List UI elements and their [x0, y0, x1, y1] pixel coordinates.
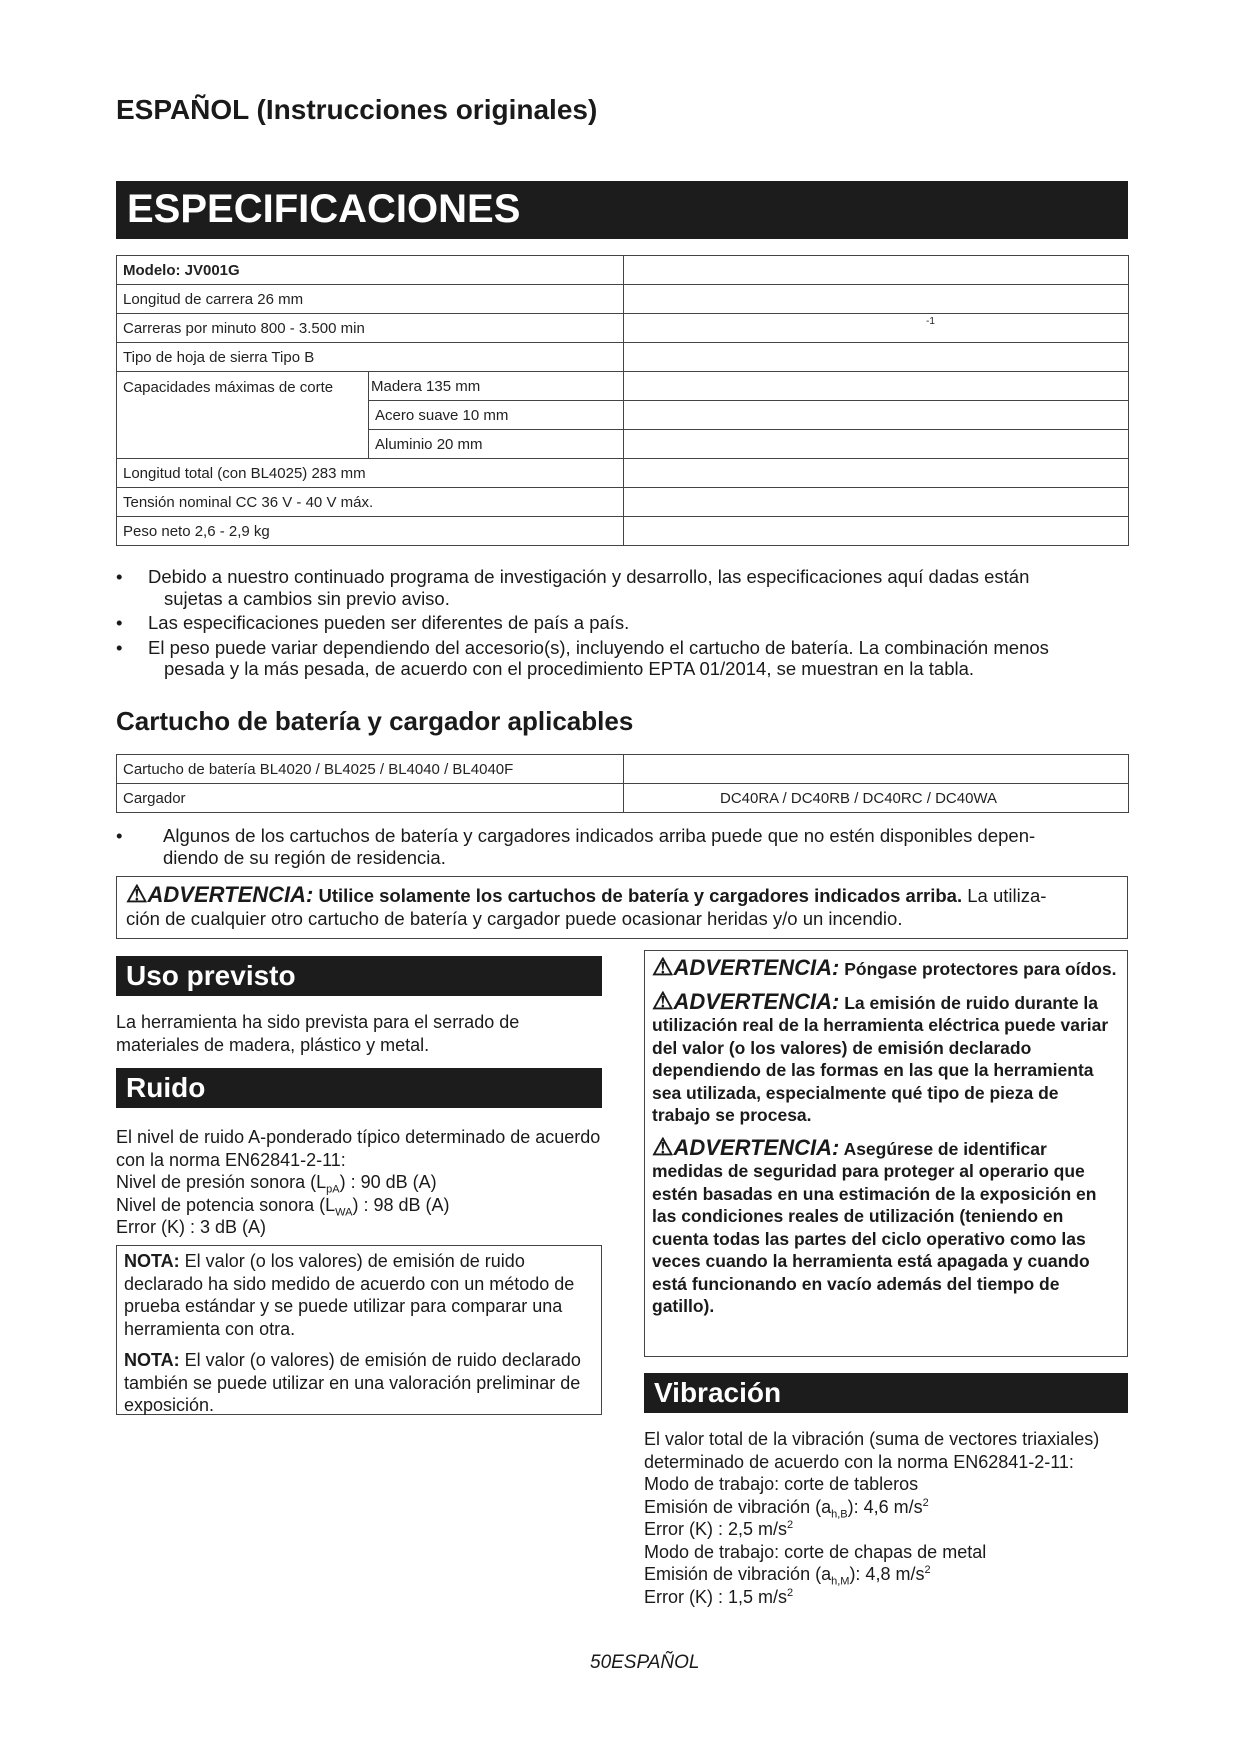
vibracion-error-2: Error (K) : 1,5 $m/s^2$ — [644, 1586, 794, 1607]
table-row — [117, 784, 1129, 813]
ruido-notes-box — [116, 1245, 602, 1415]
vibracion-emission-2: Emisión de vibración $(a_{h,M})$: 4,8 $m/s^2$ — [644, 1564, 931, 1588]
spec-strokes-unit: -1 — [926, 316, 935, 327]
ruido-power: Nivel de potencia sonora $(L_{WA})$ : 98 dB (A) — [116, 1194, 450, 1219]
vibracion-text — [644, 1428, 1128, 1608]
warning-icon: ⚠ — [652, 1133, 674, 1161]
spec-cap-wood: Madera 135 mm — [369, 372, 624, 401]
spec-cap-steel: Acero suave 10 mm — [369, 401, 624, 430]
table-row — [117, 517, 1129, 546]
ruido-error: Error (K) : 3 dB (A) — [116, 1217, 267, 1237]
ruido-text — [116, 1126, 606, 1239]
list-item: • Debido a nuestro continuado programa de investigación y desarrollo, las especificaciones aquí dadas están sujetas a cambios sin previo aviso. — [116, 566, 1128, 609]
vibracion-banner: Vibración — [644, 1373, 1128, 1413]
nota-2: NOTA: El valor (o valores) de emisión de ruido declarado también se puede utilizar en una valoración preliminar de exposición. — [124, 1350, 581, 1415]
list-item: • Algunos de los cartuchos de batería y cargadores indicados arriba puede que no estén disponibles depen- diendo de su región de residencia. — [116, 825, 1128, 868]
warning-label: ADVERTENCIA: — [147, 882, 314, 907]
warning-bold-text: Utilice solamente los cartuchos de batería y cargadores indicados arriba. — [318, 885, 963, 906]
spec-strokes-per-min: Carreras por minuto 800 - 3.500 min — [117, 314, 624, 343]
battery-section-title: Cartucho de batería y cargador aplicables — [116, 706, 634, 736]
language-header: ESPAÑOL (Instrucciones originales) — [116, 94, 598, 125]
warning-icon: ⚠ — [652, 987, 674, 1015]
warning-2: ⚠ADVERTENCIA: La emisión de ruido durante la utilización real de la herramienta eléctrica puede variar del valor (o los valores) de emisión declarado dependiendo de las formas en las que la herramienta sea utilizada, especialmente qué tipo de pieza de trabajo se procesa. — [652, 987, 1109, 1125]
ruido-intro: El nivel de ruido A-ponderado típico determinado de acuerdo con la norma EN62841-2-11: — [116, 1127, 601, 1170]
table-row — [117, 343, 1129, 372]
spec-blade-type: Tipo de hoja de sierra Tipo B — [117, 343, 624, 372]
warning-icon: ⚠ — [126, 881, 148, 908]
spec-banner: ESPECIFICACIONES — [116, 181, 1128, 239]
spec-capacities-label: Capacidades máximas de corte — [117, 372, 369, 459]
list-item: • El peso puede variar dependiendo del accesorio(s), incluyendo el cartucho de batería. La combinación menos pesada y la más pesada, de acuerdo con el procedimiento EPTA 01/2014, se muestran en la tabla. — [116, 637, 1128, 680]
warning-icon: ⚠ — [652, 954, 674, 981]
battery-warning-box — [116, 876, 1128, 939]
spec-table — [116, 255, 1129, 546]
spec-total-length: Longitud total (con BL4025) 283 mm — [117, 459, 624, 488]
table-row — [117, 256, 1129, 285]
list-item: • Las especificaciones pueden ser diferentes de país a país. — [116, 612, 1128, 634]
vibracion-intro: El valor total de la vibración (suma de vectores triaxiales) determinado de acuerdo con la norma EN62841-2-11: — [644, 1429, 1100, 1472]
table-row — [117, 285, 1129, 314]
table-row — [117, 372, 1129, 401]
battery-note — [116, 825, 1128, 871]
table-row — [117, 459, 1129, 488]
spec-notes — [116, 566, 1128, 683]
table-row — [117, 755, 1129, 784]
spec-cap-aluminum: Aluminio 20 mm — [369, 430, 624, 459]
noise-warnings-box — [644, 950, 1128, 1357]
vibracion-mode-1: Modo de trabajo: corte de tableros — [644, 1474, 919, 1494]
uso-text: La herramienta ha sido prevista para el serrado de materiales de madera, plástico y metal. — [116, 1012, 520, 1055]
battery-cartridge: Cartucho de batería BL4020 / BL4025 / BL4040 / BL4040F — [117, 755, 624, 784]
spec-stroke-length: Longitud de carrera 26 mm — [117, 285, 624, 314]
warning-rest-text: La utiliza- — [967, 885, 1047, 906]
charger-value: DC40RA / DC40RB / DC40RC / DC40WA — [624, 784, 1129, 813]
warning-3: ⚠ADVERTENCIA: Asegúrese de identificar medidas de seguridad para proteger al operario que estén basadas en una estimación de la exposición en las condiciones reales de utilización (teniendo en cuenta todas las partes del ciclo operativo como las veces cuando la herramienta está apagada y cuando está funcionando en vacío además del tiempo de gatillo). — [652, 1133, 1097, 1316]
spec-net-weight: Peso neto 2,6 - 2,9 kg — [117, 517, 624, 546]
nota-1: NOTA: El valor (o los valores) de emisión de ruido declarado ha sido medido de acuerdo con un método de prueba estándar y se puede utilizar para comparar una herramienta con otra. — [124, 1251, 575, 1339]
warning-line2: ción de cualquier otro cartucho de batería y cargador puede ocasionar heridas y/o un incendio. — [126, 908, 903, 929]
uso-banner: Uso previsto — [116, 956, 602, 996]
table-row — [117, 314, 1129, 343]
warning-1: ⚠ADVERTENCIA: Póngase protectores para oídos. — [652, 954, 1117, 981]
table-row — [117, 488, 1129, 517]
ruido-pressure: Nivel de presión sonora $(L_{pA})$ : 90 dB (A) — [116, 1172, 437, 1196]
charger-label: Cargador — [117, 784, 624, 813]
vibracion-emission-1: Emisión de vibración $(a_{h,B})$: 4,6 $m/s^2$ — [644, 1496, 929, 1521]
spec-model: Modelo: JV001G — [117, 256, 624, 285]
vibracion-mode-2: Modo de trabajo: corte de chapas de metal — [644, 1541, 987, 1562]
page-footer: 50ESPAÑOL — [590, 1652, 700, 1673]
spec-voltage: Tensión nominal CC 36 V - 40 V máx. — [117, 488, 624, 517]
ruido-banner: Ruido — [116, 1068, 602, 1108]
vibracion-error-1: Error (K) : 2,5 $m/s^2$ — [644, 1519, 794, 1539]
battery-table — [116, 754, 1129, 813]
